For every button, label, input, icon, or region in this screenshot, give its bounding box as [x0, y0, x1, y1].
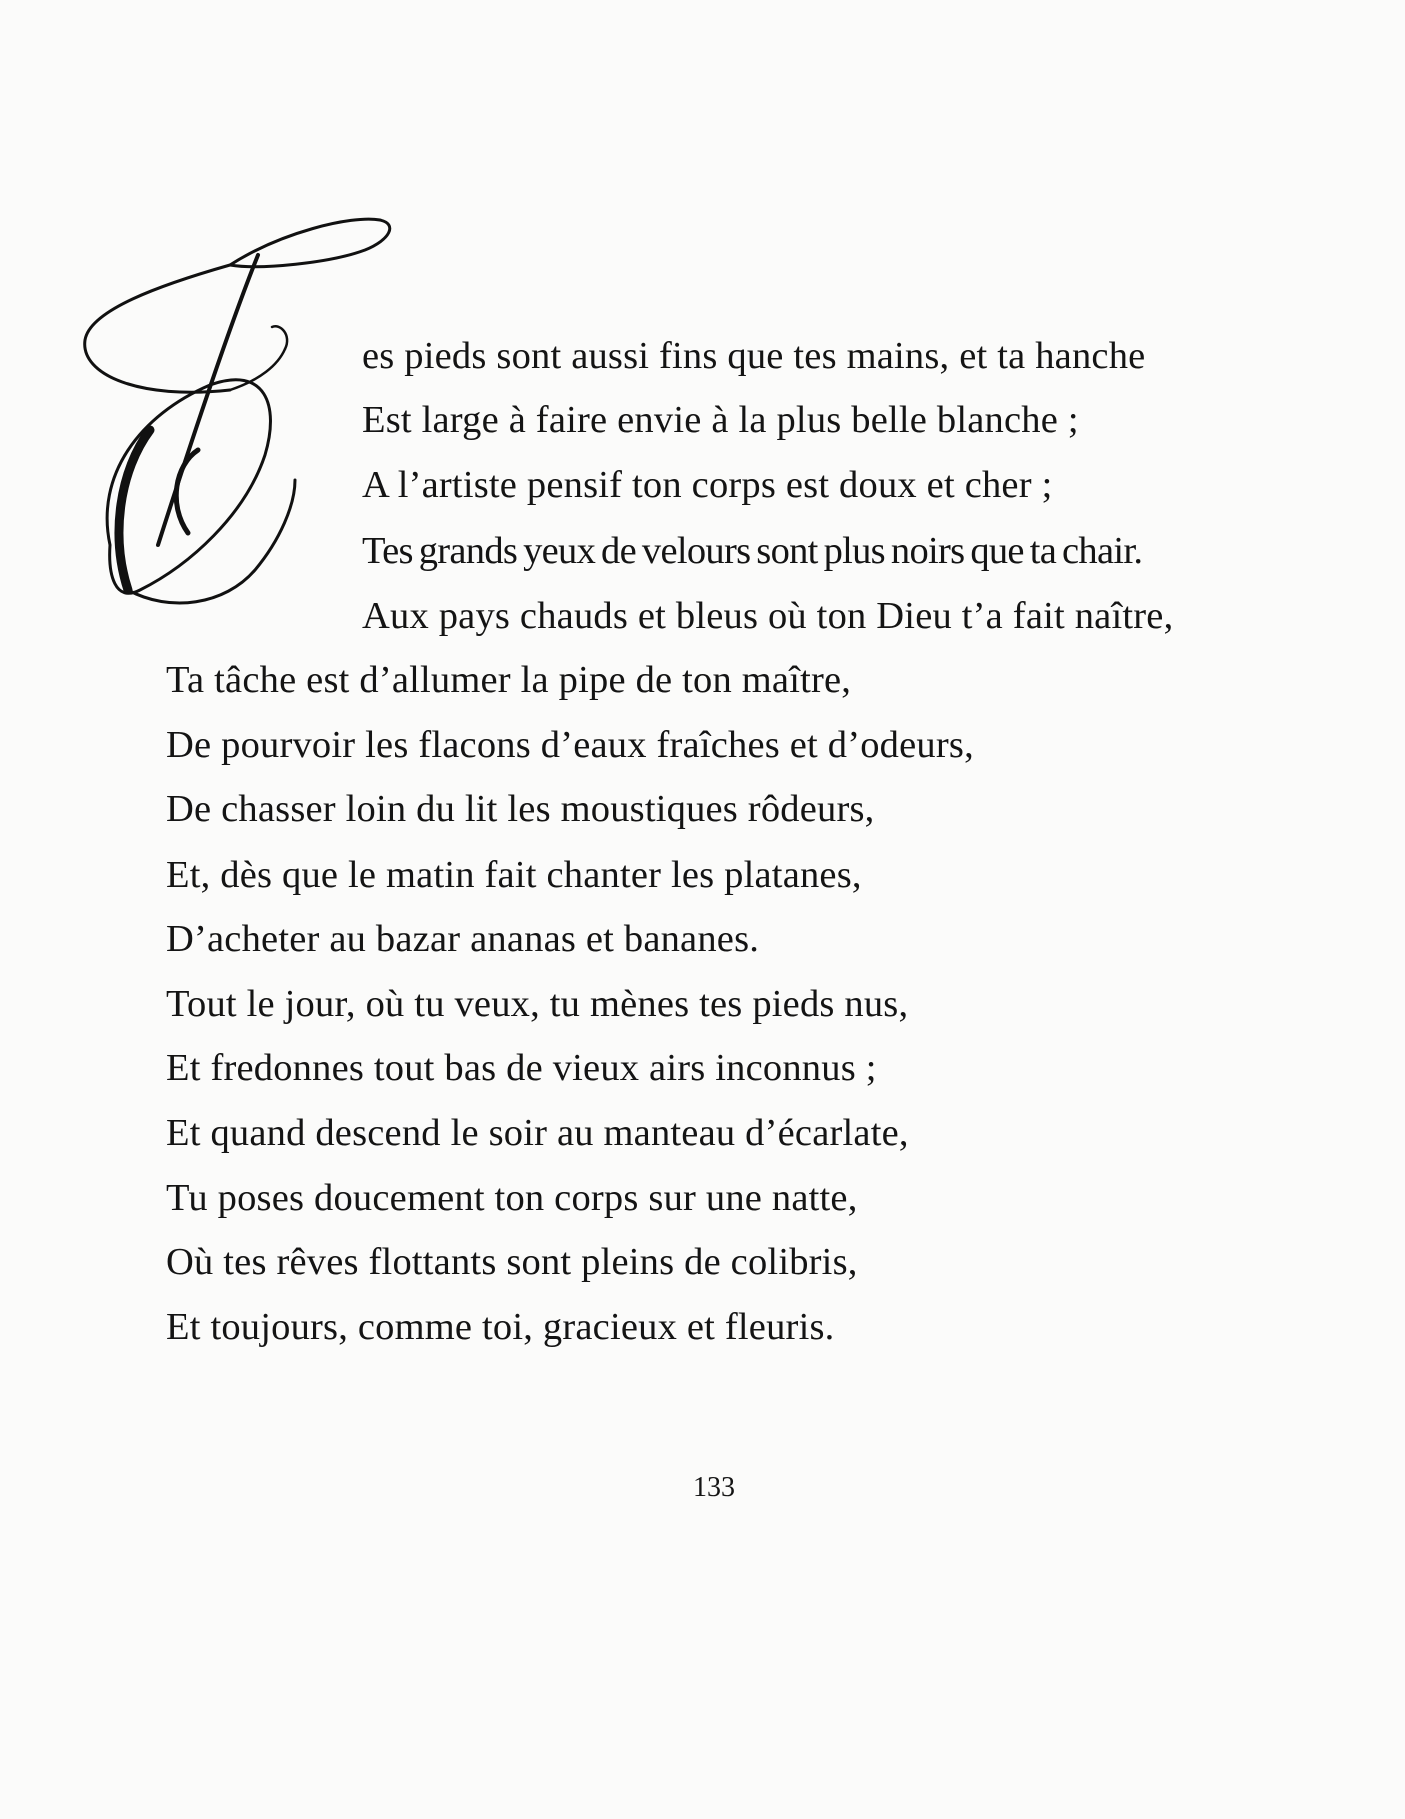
page-number: 133	[693, 1472, 735, 1503]
poem-line: Et quand descend le soir au manteau d’écarlate,	[166, 1112, 909, 1154]
poem-line: Et fredonnes tout bas de vieux airs inconnus ;	[166, 1047, 877, 1089]
poem-line: Est large à faire envie à la plus belle blanche ;	[362, 399, 1079, 441]
poem-line: Tout le jour, où tu veux, tu mènes tes pieds nus,	[166, 983, 909, 1025]
poem-line: Où tes rêves flottants sont pleins de colibris,	[166, 1241, 858, 1283]
poem-line: D’acheter au bazar ananas et bananes.	[166, 918, 760, 960]
poem-line: De pourvoir les flacons d’eaux fraîches et d’odeurs,	[166, 724, 974, 766]
poem-line: Tes grands yeux de velours sont plus noirs que ta chair.	[362, 530, 1143, 572]
poem-line: A l’artiste pensif ton corps est doux et cher ;	[362, 464, 1053, 506]
poem-line: Tu poses doucement ton corps sur une natte,	[166, 1177, 858, 1219]
poem-line: Aux pays chauds et bleus où ton Dieu t’a fait naître,	[362, 595, 1174, 637]
poem-line: Ta tâche est d’allumer la pipe de ton maître,	[166, 659, 852, 701]
poem-line: Et, dès que le matin fait chanter les platanes,	[166, 854, 862, 896]
poem-line: Et toujours, comme toi, gracieux et fleuris.	[166, 1306, 835, 1348]
poem-line: De chasser loin du lit les moustiques rôdeurs,	[166, 788, 875, 830]
poem-line: es pieds sont aussi fins que tes mains, et ta hanche	[362, 335, 1146, 377]
